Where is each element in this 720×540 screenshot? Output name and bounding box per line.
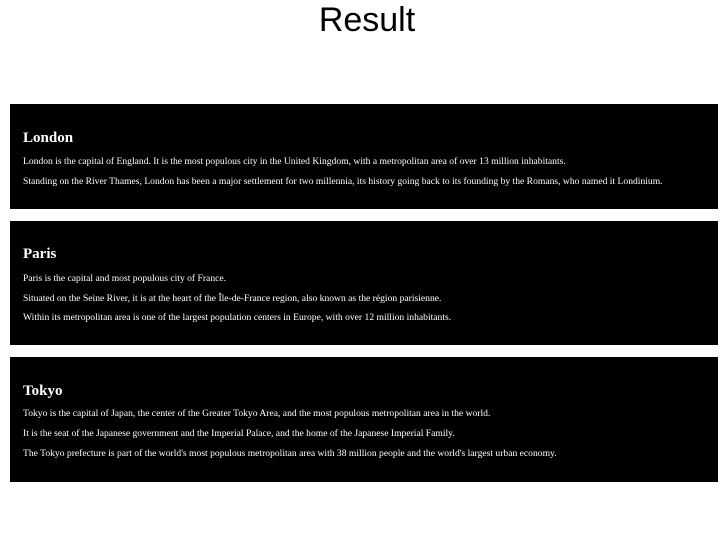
city-paragraph: It is the seat of the Japanese government and the Imperial Palace, and the home of the Japanese Imperial Family. <box>23 428 455 439</box>
city-section-paris <box>10 221 718 345</box>
city-section-tokyo <box>10 357 718 482</box>
city-section-london <box>10 104 718 209</box>
city-paragraph: Tokyo is the capital of Japan, the center of the Greater Tokyo Area, and the most populous metropolitan area in the world. <box>23 408 491 419</box>
city-heading: London <box>23 130 74 146</box>
city-heading: Tokyo <box>23 383 63 399</box>
city-heading: Paris <box>23 246 57 262</box>
city-paragraph: Paris is the capital and most populous city of France. <box>23 273 227 284</box>
city-paragraph: Situated on the Seine River, it is at the heart of the Île-de-France region, also known as the région parisienne. <box>23 293 442 304</box>
city-paragraph: The Tokyo prefecture is part of the world's most populous metropolitan area with 38 million people and the world's largest urban economy. <box>23 448 557 459</box>
slide-title: Result <box>318 1 416 39</box>
city-paragraph: Standing on the River Thames, London has been a major settlement for two millennia, its history going back to its founding by the Romans, who named it Londinium. <box>23 176 663 187</box>
city-paragraph: London is the capital of England. It is the most populous city in the United Kingdom, with a metropolitan area of over 13 million inhabitants. <box>23 156 566 167</box>
result-frame <box>10 104 718 482</box>
city-paragraph: Within its metropolitan area is one of the largest population centers in Europe, with over 12 million inhabitants. <box>23 312 452 323</box>
